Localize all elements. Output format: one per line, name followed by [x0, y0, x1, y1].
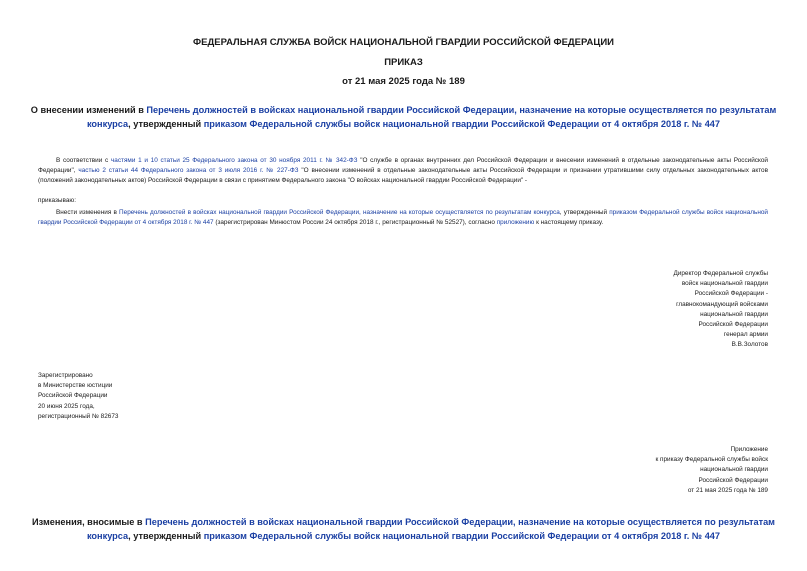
signature-line: Российской Федерации [698, 321, 768, 329]
appendix-title-link-order[interactable]: приказом Федеральной службы войск национальной гвардии Российской Федерации от 4 октября 2018 г. № 447 [203, 531, 721, 541]
appendix-title-middle: , утвержденный [128, 531, 204, 541]
preamble-paragraph [38, 156, 768, 186]
title-prefix: О внесении изменений в [30, 105, 147, 115]
body-text-4: к настоящему приказу. [534, 219, 604, 226]
signature-line: национальной гвардии [700, 310, 768, 318]
preamble-text-2: "О службе в органах внутренних дел Российской Федерации и внесении изменений в отдельные законодательные акты Российской Федерации", [38, 157, 768, 174]
appendix-title [30, 515, 777, 543]
appendix-title-prefix: Изменения, вносимые в [32, 517, 146, 527]
appendix-title-link-list[interactable]: Перечень должностей в войсках национальной гвардии Российской Федерации, назначение на которые осуществляется по результатам конкурса [86, 517, 775, 541]
appendix-line: Российской Федерации [698, 476, 768, 484]
appendix-line: национальной гвардии [700, 466, 768, 474]
registration-line: 20 июня 2025 года, [38, 402, 95, 410]
document-type: ПРИКАЗ [384, 57, 423, 68]
body-link-list[interactable]: Перечень должностей в войсках национальной гвардии Российской Федерации, назначение на которые осуществляется по результатам конкурса [119, 209, 560, 216]
document-date-number: от 21 мая 2025 года № 189 [342, 76, 465, 87]
body-text-2: , утвержденный [559, 209, 610, 216]
preamble-link-law-227[interactable]: частью 2 статьи 44 Федерального закона от 3 июля 2016 г. № 227-ФЗ [78, 167, 299, 174]
body-paragraph [38, 208, 768, 228]
signature-line: Директор Федеральной службы [673, 270, 768, 277]
preamble-text-3: "О внесении изменений в отдельные законодательные акты Российской Федерации и признании утратившими силу отдельных законодательных актов (положений законодательных актов) Российской Федерации в связи с принятием Федерального закона "О войсках национальной гвардии Российской Федерации" - [38, 167, 769, 184]
signature-line: войск национальной гвардии [681, 280, 768, 288]
appendix-header-block [608, 445, 768, 496]
appendix-line: от 21 мая 2025 года № 189 [687, 486, 768, 494]
registration-block [38, 371, 198, 422]
signature-line: Российской Федерации - [694, 290, 768, 298]
body-link-order[interactable]: приказом Федеральной службы войск национальной гвардии Российской Федерации от 4 октября 2018 г. № 447 [38, 209, 768, 226]
registration-line: в Министерстве юстиции [38, 382, 113, 390]
registration-line: Зарегистрировано [38, 372, 93, 379]
registration-line: регистрационный № 82673 [38, 412, 119, 420]
title-middle: , утвержденный [128, 119, 204, 129]
signature-block [628, 269, 768, 351]
body-text-3: (зарегистрирован Минюстом России 24 октября 2018 г., регистрационный № 52527), согласно [213, 219, 497, 226]
registration-line: Российской Федерации [38, 392, 108, 400]
signature-line: генерал армии [723, 331, 768, 339]
appendix-line: Приложение [730, 446, 768, 453]
document-title [30, 103, 777, 131]
order-word: приказываю: [38, 197, 76, 204]
body-text-1: Внести изменения в [56, 209, 120, 216]
title-link-order[interactable]: приказом Федеральной службы войск национальной гвардии Российской Федерации от 4 октября 2018 г. № 447 [203, 119, 721, 129]
preamble-link-law-342[interactable]: частями 1 и 10 статьи 25 Федерального закона от 30 ноября 2011 г. № 342-ФЗ [110, 157, 358, 164]
title-link-list[interactable]: Перечень должностей в войсках национальной гвардии Российской Федерации, назначение на которые осуществляется по результатам конкурса [86, 105, 777, 129]
body-link-appendix[interactable]: приложению [496, 219, 535, 226]
signature-line: главнокомандующий войсками [676, 300, 768, 308]
agency-name: ФЕДЕРАЛЬНАЯ СЛУЖБА ВОЙСК НАЦИОНАЛЬНОЙ ГВАРДИИ РОССИЙСКОЙ ФЕДЕРАЦИИ [193, 37, 614, 48]
preamble-text-1: В соответствии с [56, 157, 111, 164]
appendix-line: к приказу Федеральной службы войск [655, 456, 768, 464]
signature-name: В.В.Золотов [731, 341, 768, 349]
